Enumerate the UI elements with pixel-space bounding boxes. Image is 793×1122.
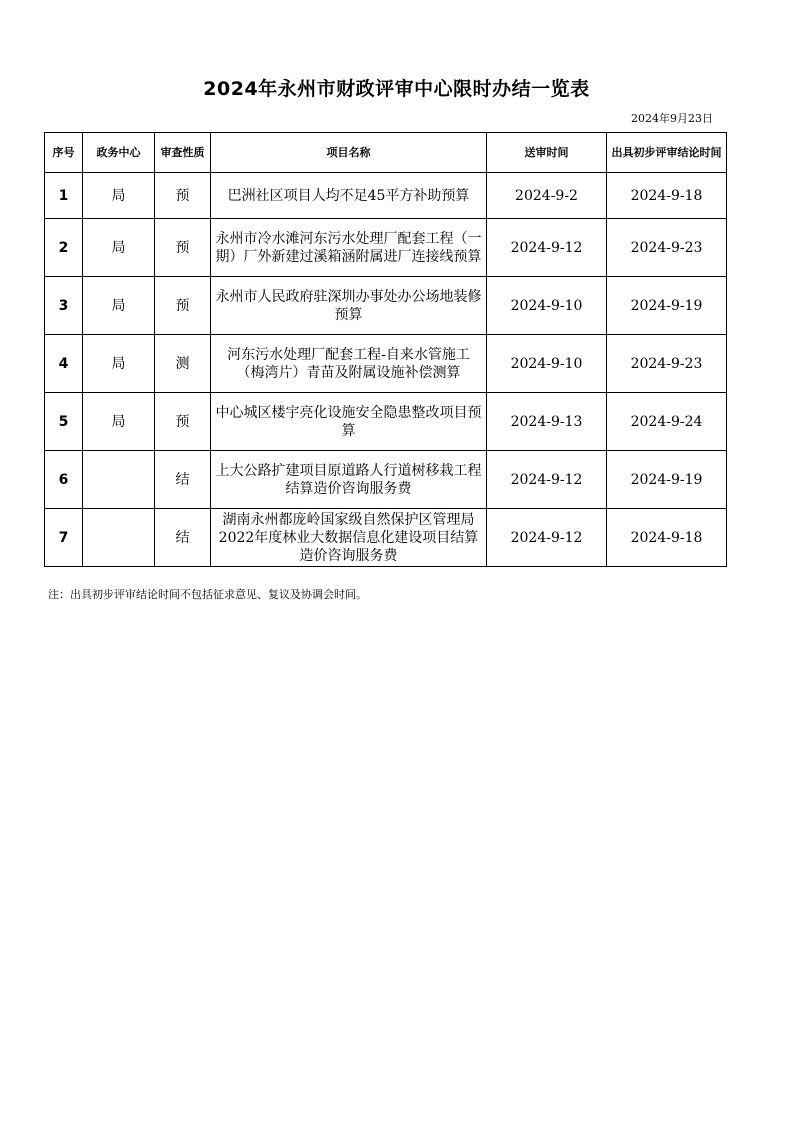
results-table [44,132,727,567]
row-index: 5 [45,393,83,451]
row-issued-date: 2024-9-19 [607,451,727,509]
row-sent-date: 2024-9-12 [487,509,607,567]
row-project-name: 河东污水处理厂配套工程-自来水管施工（梅湾片）青苗及附属设施补偿测算 [211,335,487,393]
row-index: 1 [45,173,83,219]
table-header-row [45,133,727,173]
footnote: 注：出具初步评审结论时间不包括征求意见、复议及协调会时间。 [48,588,367,601]
row-project-name: 湖南永州都庞岭国家级自然保护区管理局2022年度林业大数据信息化建设项目结算造价咨询服务费 [211,509,487,567]
row-sent-date: 2024-9-13 [487,393,607,451]
row-issued-date: 2024-9-18 [607,173,727,219]
row-center: 局 [83,219,155,277]
table-row [45,393,727,451]
row-project-name: 永州市冷水滩河东污水处理厂配套工程（一期）厂外新建过溪箱涵附属进厂连接线预算 [211,219,487,277]
header-index: 序号 [45,133,83,173]
row-index: 3 [45,277,83,335]
header-nature: 审查性质 [155,133,211,173]
table-row [45,451,727,509]
row-issued-date: 2024-9-23 [607,219,727,277]
page-title: 2024年永州市财政评审中心限时办结一览表 [203,78,590,100]
row-issued-date: 2024-9-19 [607,277,727,335]
row-center [83,451,155,509]
header-project-name: 项目名称 [211,133,487,173]
row-index: 6 [45,451,83,509]
row-nature: 预 [155,219,211,277]
row-issued-date: 2024-9-24 [607,393,727,451]
row-project-name: 永州市人民政府驻深圳办事处办公场地装修预算 [211,277,487,335]
row-nature: 结 [155,451,211,509]
header-issued-date: 出具初步评审结论时间 [607,133,727,173]
row-nature: 预 [155,173,211,219]
table-row [45,173,727,219]
table-row [45,219,727,277]
row-index: 4 [45,335,83,393]
row-issued-date: 2024-9-18 [607,509,727,567]
table-row [45,277,727,335]
row-project-name: 巴洲社区项目人均不足45平方补助预算 [211,173,487,219]
row-project-name: 中心城区楼宇亮化设施安全隐患整改项目预算 [211,393,487,451]
row-sent-date: 2024-9-12 [487,219,607,277]
row-center: 局 [83,277,155,335]
table-row [45,335,727,393]
header-center: 政务中心 [83,133,155,173]
report-date: 2024年9月23日 [631,112,713,125]
row-nature: 预 [155,393,211,451]
header-sent-date: 送审时间 [487,133,607,173]
row-center [83,509,155,567]
row-issued-date: 2024-9-23 [607,335,727,393]
row-index: 2 [45,219,83,277]
row-center: 局 [83,393,155,451]
row-nature: 结 [155,509,211,567]
row-project-name: 上大公路扩建项目原道路人行道树移栽工程结算造价咨询服务费 [211,451,487,509]
row-sent-date: 2024-9-10 [487,335,607,393]
row-index: 7 [45,509,83,567]
row-sent-date: 2024-9-10 [487,277,607,335]
row-center: 局 [83,173,155,219]
row-sent-date: 2024-9-12 [487,451,607,509]
row-nature: 测 [155,335,211,393]
row-nature: 预 [155,277,211,335]
table-row [45,509,727,567]
row-center: 局 [83,335,155,393]
row-sent-date: 2024-9-2 [487,173,607,219]
